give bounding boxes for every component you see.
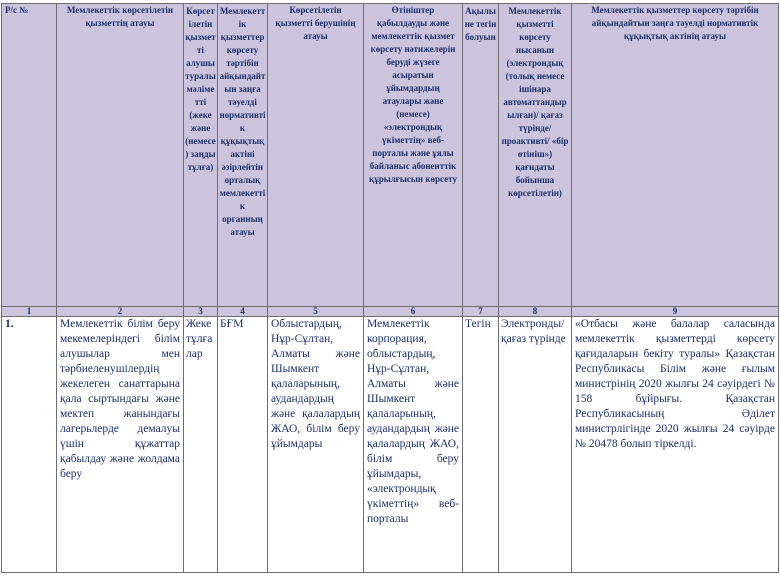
column-number: 1 bbox=[2, 307, 57, 317]
column-number: 9 bbox=[572, 307, 779, 317]
service-name-cell: Мемлекеттік білім беру мекемелеріндегі білім алушылар мен тәрбиеленушілердің жекелеген санаттарына қала сыртындағы және мектеп жанындағы лагерьлерде демалуы үшін құжаттар қабылдау және жолдама беру bbox=[57, 317, 184, 573]
header-central-body: Мемлекеттік қызметтер көрсету тәртібін айқындайтын заңға тәуелді нормативтік құқықтық актіні әзірлейтін орталық мемлекеттік органның атауы bbox=[218, 4, 268, 307]
header-recipient: Көрсетілетін қызметті алушы туралы мәліметті (жеке және (немесе) заңды тұлға) bbox=[184, 4, 218, 307]
column-number: 8 bbox=[499, 307, 572, 317]
column-number: 2 bbox=[57, 307, 184, 317]
column-number: 5 bbox=[268, 307, 364, 317]
paid-or-free-cell: Тегін bbox=[463, 317, 499, 573]
column-number: 3 bbox=[184, 307, 218, 317]
header-service-form: Мемлекеттік қызметті көрсету нысанын (электрондық (толық немесе ішінара автоматтандырылған)/ қағаз түрінде/ проактивті/ «бір өтініш») қағидаты бойынша көрсетілетін) bbox=[499, 4, 572, 307]
provider-cell: Облыстардың, Нұр-Сұлтан, Алматы және Шымкент қалаларының, аудандардың және қалалардың ЖАО, білім беру ұйымдары bbox=[268, 317, 364, 573]
header-legal-act: Мемлекеттік қызметтер көрсету тәртібін айқындайтын заңға тәуелді нормативтік құқықтық актінің атауы bbox=[572, 4, 779, 307]
header-row bbox=[2, 4, 779, 307]
header-provider: Көрсетілетін қызметті берушінің атауы bbox=[268, 4, 364, 307]
service-form-cell: Электронды/қағаз түрінде bbox=[499, 317, 572, 573]
table-row bbox=[2, 317, 779, 573]
row-number: 1. bbox=[2, 317, 57, 573]
header-paid-or-free: Ақылы не тегін болуын bbox=[463, 4, 499, 307]
recipient-cell: Жеке тұлғалар bbox=[184, 317, 218, 573]
column-number-row bbox=[2, 307, 779, 317]
public-services-register-table bbox=[1, 3, 779, 573]
application-organizations-cell: Мемлекеттік корпорация, облыстардың, Нұр-Сұлтан, Алматы және Шымкент қалаларының, аудандардың және қалалардың ЖАО, білім беру ұйымдары, «электрондық үкіметтің» веб-порталы bbox=[364, 317, 463, 573]
column-number: 7 bbox=[463, 307, 499, 317]
header-application-organizations: Өтініштер қабылдауды және мемлекеттік қызмет көрсету нәтижелерін беруді жүзеге асыратын ұйымдардың атаулары және (немесе) «электрондық үкіметтің» веб-порталы және ұялы байланыс абоненттік құрылғысын көрсету bbox=[364, 4, 463, 307]
central-body-cell: БҒМ bbox=[218, 317, 268, 573]
column-number: 4 bbox=[218, 307, 268, 317]
header-number: Р/с № bbox=[2, 4, 57, 307]
legal-act-cell: «Отбасы және балалар саласында мемлекеттік қызметтерді көрсету қағидаларын бекіту туралы» Қазақстан Республикасы Білім және ғылым министрінің 2020 жылғы 24 сәуірдегі № 158 бұйрығы. Қазақстан Республикасының Әділет министрлігінде 2020 жылғы 24 сәуірде № 20478 болып тіркелді. bbox=[572, 317, 779, 573]
header-service-name: Мемлекеттік көрсетілетін қызметтің атауы bbox=[57, 4, 184, 307]
column-number: 6 bbox=[364, 307, 463, 317]
